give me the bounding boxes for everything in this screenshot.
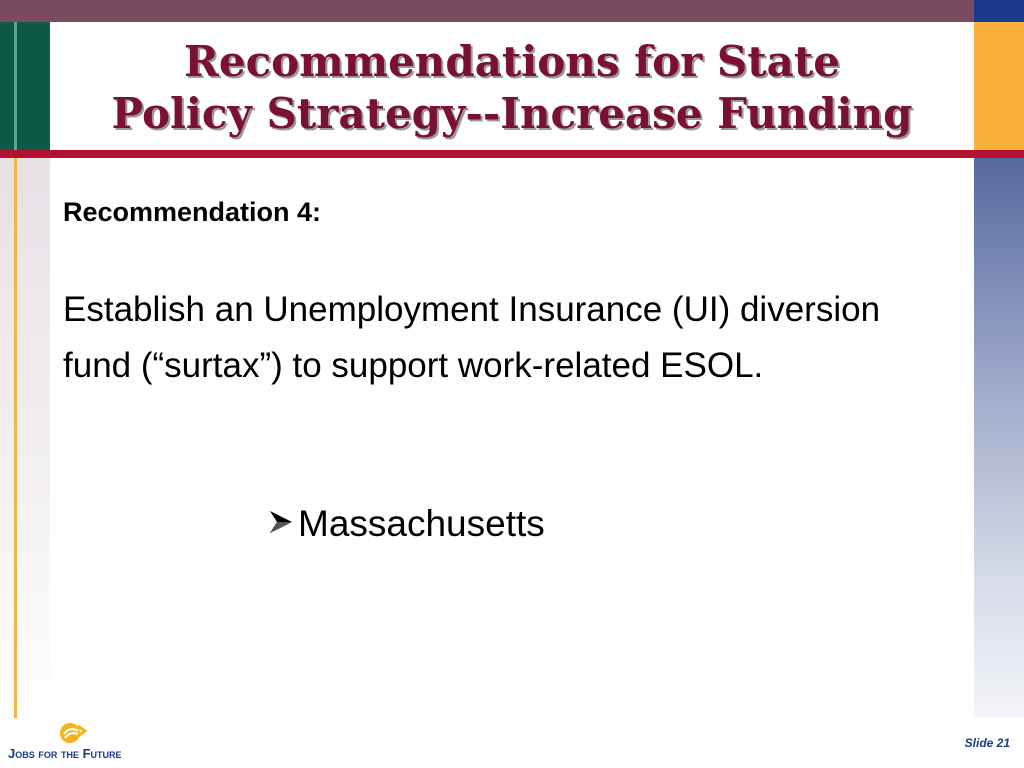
slide-title-line1: Recommendations for State	[183, 37, 840, 86]
recommendation-text: Establish an Unemployment Insurance (UI) diversion fund (“surtax”) to support work-related ESOL.	[63, 290, 881, 385]
right-accent-gold	[974, 22, 1024, 150]
right-accent-gradient	[974, 158, 1024, 718]
top-right-block	[974, 0, 1024, 22]
jff-logo-icon	[58, 722, 88, 749]
bullet-text: Massachusetts	[298, 503, 545, 544]
recommendation-label: Recommendation 4:	[63, 197, 322, 227]
left-stripe-gold	[14, 158, 17, 718]
slide-number: Slide 21	[964, 736, 1010, 750]
slide-title-line2: Policy Strategy--Increase Funding	[111, 89, 913, 138]
bullet-item	[268, 503, 545, 545]
title-divider	[0, 150, 1024, 158]
left-stripe-green	[14, 22, 17, 150]
slide-title	[50, 36, 974, 140]
arrow-bullet-icon	[268, 503, 294, 545]
left-accent-gradient	[0, 158, 50, 718]
top-band	[0, 0, 974, 22]
left-accent-green	[0, 22, 50, 150]
jff-logo	[8, 720, 138, 764]
logo-text: Jobs for the Future	[8, 746, 122, 761]
